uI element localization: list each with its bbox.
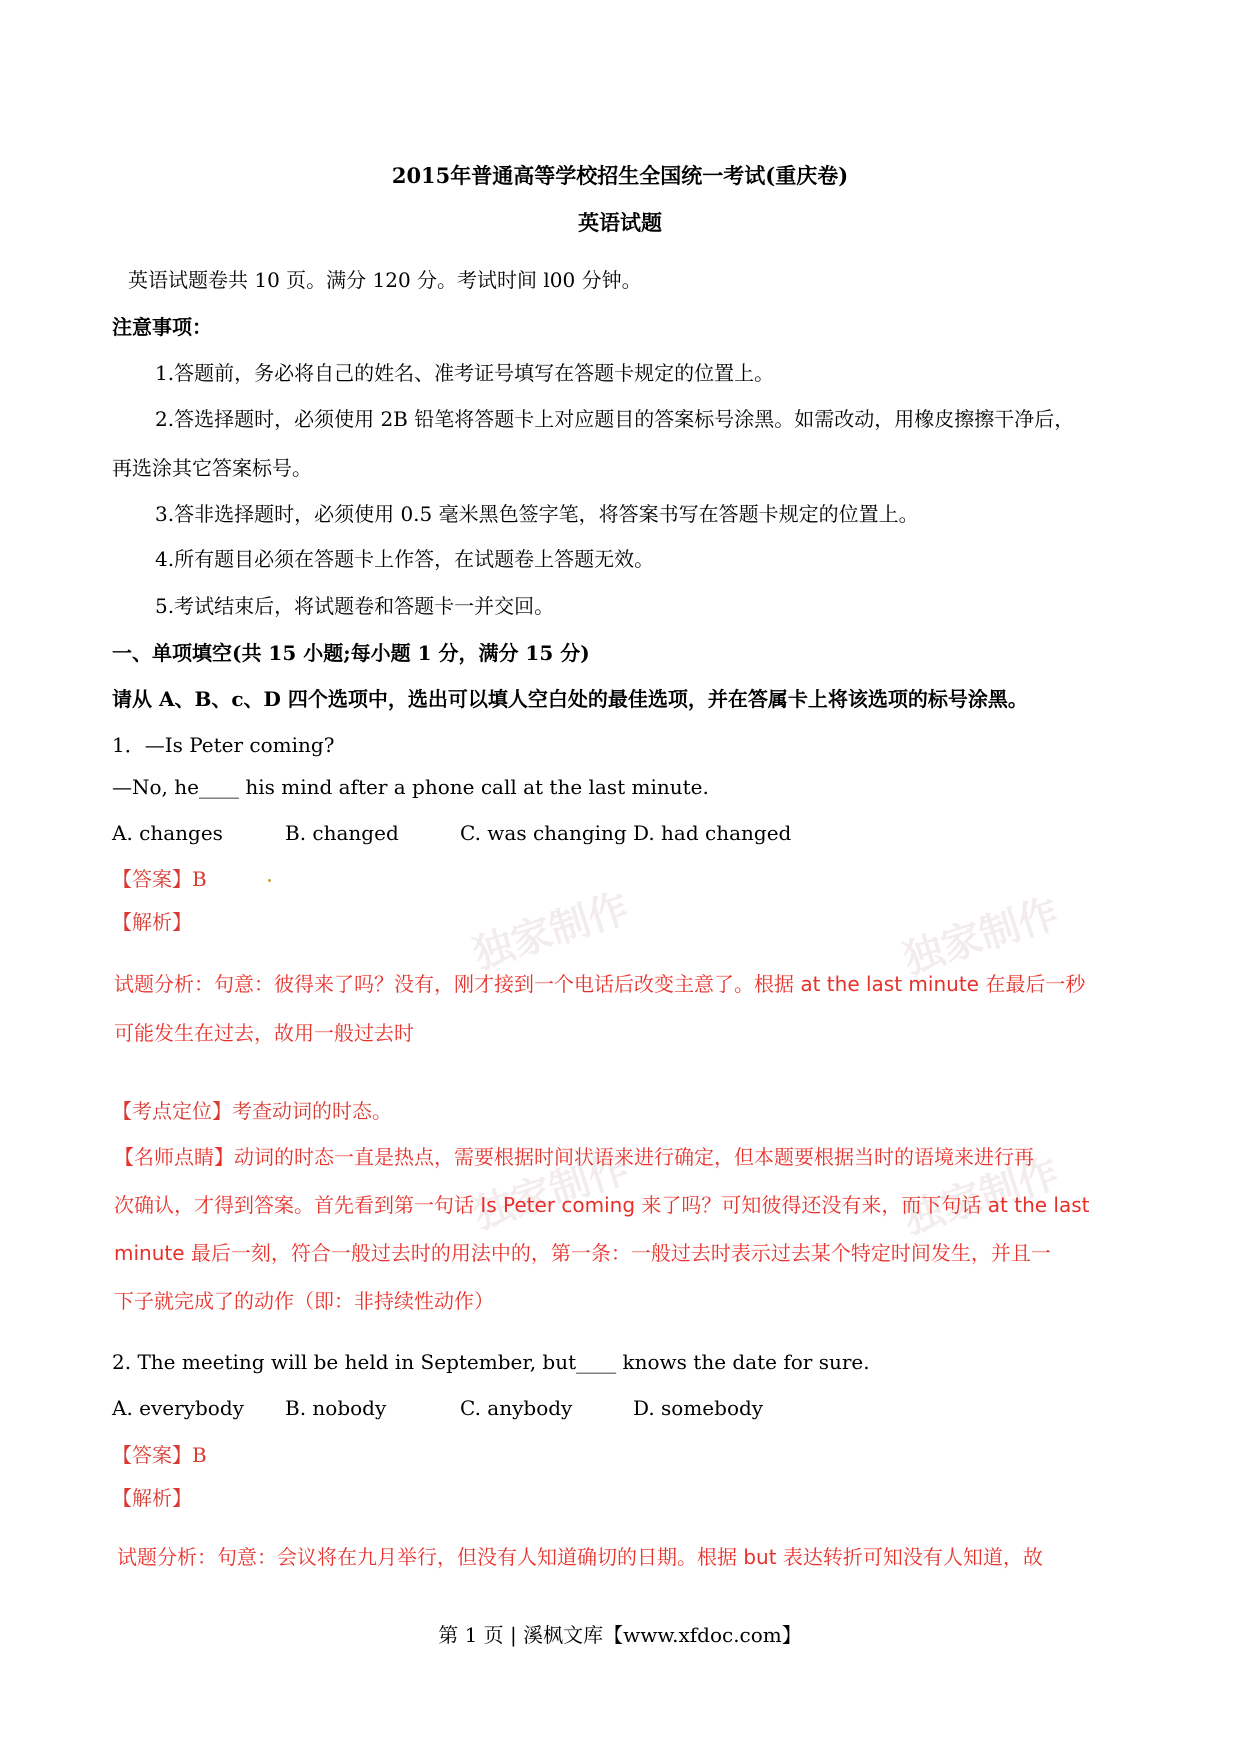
section-instruction: 请从 A、B、c、D 四个选项中，选出可以填人空白处的最佳选项，并在答属卡上将该选项的标号涂黑。 <box>112 687 1028 711</box>
q1-kaodian: 【考点定位】考查动词的时态。 <box>112 1099 392 1123</box>
q1-analysis-line: 试题分析：句意：彼得来了吗？没有，刚才接到一个电话后改变主意了。根据 at the last minute 在最后一秒 <box>114 972 1086 996</box>
question-1-line1: 1．—Is Peter coming? <box>112 733 335 757</box>
q2-answer: 【答案】B <box>112 1443 207 1467</box>
notice-item: 3.答非选择题时，必须使用 0.5 毫米黑色签字笔，将答案书写在答题卡规定的位置上。 <box>155 502 919 526</box>
q1-option-d: D. had changed <box>633 821 792 845</box>
section-heading: 一、单项填空(共 15 小题;每小题 1 分，满分 15 分) <box>112 641 590 665</box>
q1-analysis-line: 可能发生在过去，故用一般过去时 <box>114 1021 414 1045</box>
notice-item: 4.所有题目必须在答题卡上作答，在试题卷上答题无效。 <box>155 547 655 571</box>
page-title: 2015年普通高等学校招生全国统一考试(重庆卷) <box>391 163 849 188</box>
q1-analysis-label: 【解析】 <box>112 910 192 934</box>
page-footer: 第 1 页 | 溪枫文库【www.xfdoc.com】 <box>438 1623 802 1647</box>
watermark-text: 独家制作 <box>467 885 635 979</box>
watermark-text: 独家制作 <box>897 890 1065 984</box>
q1-answer: 【答案】B <box>112 867 207 891</box>
q1-option-c: C. was changing <box>460 821 627 845</box>
q2-analysis-line: 试题分析：句意：会议将在九月举行，但没有人知道确切的日期。根据 but 表达转折可知没有人知道，故 <box>117 1545 1043 1569</box>
q1-option-a: A. changes <box>112 821 223 845</box>
notice-heading: 注意事项： <box>112 315 212 339</box>
q1-mingshi-line: 【名师点睛】动词的时态一直是热点，需要根据时间状语来进行确定，但本题要根据当时的语境来进行再 <box>114 1145 1034 1169</box>
notice-item: 1.答题前，务必将自己的姓名、准考证号填写在答题卡规定的位置上。 <box>155 361 775 385</box>
q2-option-c: C. anybody <box>460 1396 573 1420</box>
q2-option-b: B. nobody <box>285 1396 387 1420</box>
stray-dot <box>268 879 271 882</box>
q2-option-d: D. somebody <box>633 1396 764 1420</box>
q1-mingshi-line: 次确认，才得到答案。首先看到第一句话 Is Peter coming 来了吗？可知彼得还没有来，而下句话 at the last <box>114 1193 1090 1217</box>
watermark-text: 独家制作 <box>467 1145 635 1239</box>
q1-option-b: B. changed <box>285 821 399 845</box>
watermark-text: 独家制作 <box>897 1150 1065 1244</box>
page-subtitle: 英语试题 <box>578 210 662 235</box>
question-2-line1: 2. The meeting will be held in September, but____ knows the date for sure. <box>112 1350 870 1374</box>
question-1-line2: —No, he____ his mind after a phone call at the last minute. <box>112 775 709 799</box>
q1-mingshi-line: minute 最后一刻，符合一般过去时的用法中的，第一条：一般过去时表示过去某个特定时间发生，并且一 <box>114 1241 1051 1265</box>
q1-mingshi-line: 下子就完成了的动作（即：非持续性动作） <box>114 1289 494 1313</box>
notice-item: 再选涂其它答案标号。 <box>112 456 312 480</box>
notice-item: 2.答选择题时，必须使用 2B 铅笔将答题卡上对应题目的答案标号涂黑。如需改动，用橡皮擦擦干净后， <box>155 407 1075 431</box>
q2-option-a: A. everybody <box>112 1396 244 1420</box>
notice-item: 5.考试结束后，将试题卷和答题卡一并交回。 <box>155 594 555 618</box>
q2-analysis-label: 【解析】 <box>112 1486 192 1510</box>
intro-text: 英语试题卷共 10 页。满分 120 分。考试时间 l00 分钟。 <box>128 268 642 292</box>
